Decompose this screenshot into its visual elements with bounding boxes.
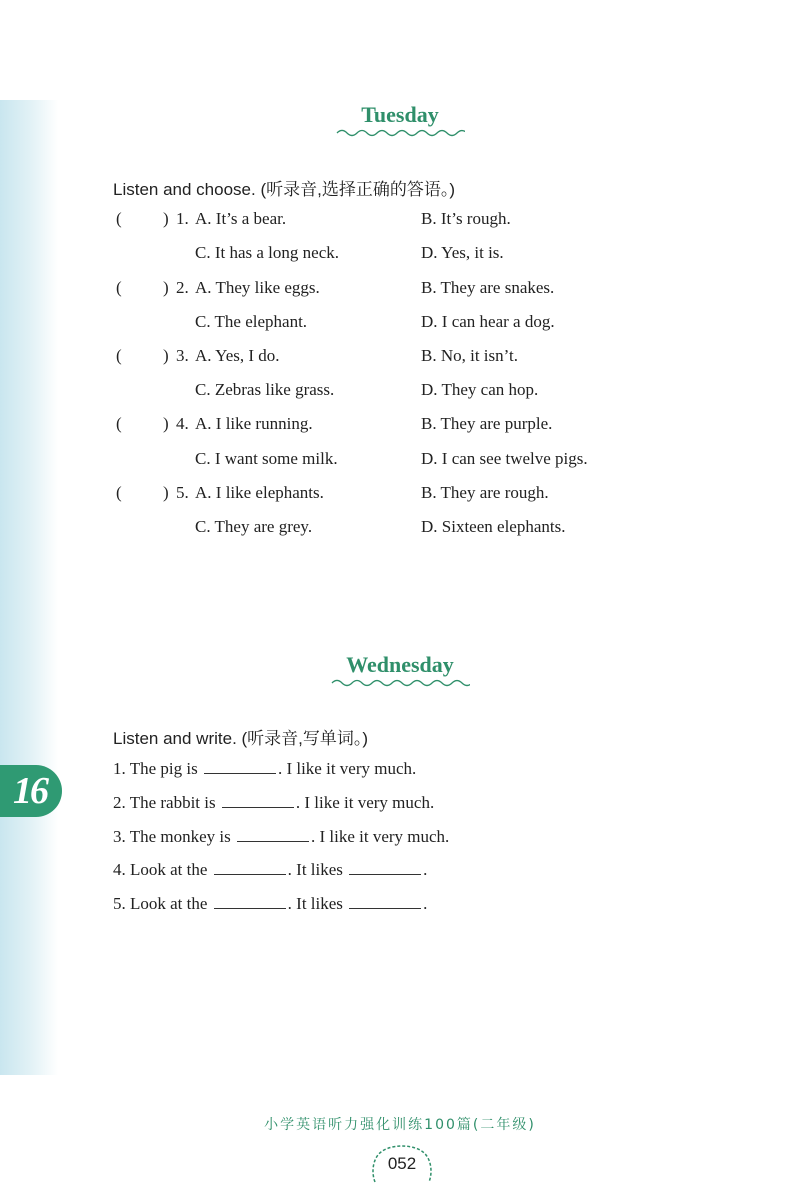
question-row bbox=[0, 483, 800, 517]
wednesday-title: Wednesday bbox=[346, 652, 454, 677]
question-row bbox=[0, 278, 800, 312]
question-row bbox=[0, 209, 800, 243]
tuesday-heading bbox=[0, 102, 800, 138]
unit-number: 16 bbox=[13, 770, 47, 812]
write-item-prefix: 1. The pig is bbox=[113, 759, 198, 778]
write-item-suffix: . bbox=[423, 894, 428, 913]
answer-paren-open: ( bbox=[116, 209, 122, 228]
write-item-suffix: . I like it very much. bbox=[277, 759, 417, 778]
answer-blank[interactable] bbox=[222, 793, 294, 808]
write-item bbox=[113, 759, 416, 779]
answer-blank[interactable] bbox=[237, 827, 309, 842]
write-item-middle: . It likes bbox=[287, 860, 343, 879]
answer-blank[interactable] bbox=[204, 759, 276, 774]
tuesday-title: Tuesday bbox=[361, 102, 439, 127]
write-item-prefix: 4. Look at the bbox=[113, 860, 208, 879]
answer-blank[interactable] bbox=[349, 860, 421, 875]
question-number: 1. bbox=[176, 209, 189, 228]
option-d: D. I can see twelve pigs. bbox=[421, 449, 588, 468]
answer-paren-open: ( bbox=[116, 346, 122, 365]
wednesday-instruction: Listen and write. (听录音,写单词。) bbox=[113, 729, 369, 748]
question-row bbox=[0, 449, 800, 483]
answer-paren-close: ) bbox=[163, 209, 169, 228]
option-a: A. It’s a bear. bbox=[195, 209, 287, 228]
question-number: 3. bbox=[176, 346, 189, 365]
write-item bbox=[113, 860, 427, 880]
option-a: A. I like running. bbox=[195, 414, 313, 433]
write-item bbox=[113, 894, 427, 914]
option-c: C. The elephant. bbox=[195, 312, 308, 331]
answer-paren-close: ) bbox=[163, 414, 169, 433]
tuesday-instruction: Listen and choose. (听录音,选择正确的答语。) bbox=[113, 180, 455, 199]
question-row bbox=[0, 243, 800, 277]
write-item-prefix: 3. The monkey is bbox=[113, 827, 231, 846]
option-b: B. They are snakes. bbox=[421, 278, 555, 297]
option-d: D. They can hop. bbox=[421, 380, 539, 399]
option-b: B. They are rough. bbox=[421, 483, 549, 502]
option-d: D. Sixteen elephants. bbox=[421, 517, 566, 536]
answer-blank[interactable] bbox=[214, 894, 286, 909]
question-row bbox=[0, 380, 800, 414]
option-c: C. They are grey. bbox=[195, 517, 313, 536]
wave-underline-icon bbox=[335, 128, 465, 138]
option-d: D. Yes, it is. bbox=[421, 243, 504, 262]
option-c: C. Zebras like grass. bbox=[195, 380, 335, 399]
write-item-middle: . It likes bbox=[287, 894, 343, 913]
option-b: B. They are purple. bbox=[421, 414, 553, 433]
page-number-badge bbox=[367, 1144, 437, 1184]
option-b: B. No, it isn’t. bbox=[421, 346, 518, 365]
option-c: C. I want some milk. bbox=[195, 449, 338, 468]
page-number: 052 bbox=[387, 1154, 417, 1173]
wednesday-heading bbox=[0, 652, 800, 688]
question-row bbox=[0, 414, 800, 448]
answer-paren-close: ) bbox=[163, 346, 169, 365]
question-number: 4. bbox=[176, 414, 189, 433]
write-item-suffix: . I like it very much. bbox=[310, 827, 450, 846]
question-number: 2. bbox=[176, 278, 189, 297]
option-a: A. I like elephants. bbox=[195, 483, 324, 502]
answer-paren-open: ( bbox=[116, 414, 122, 433]
write-item-suffix: . I like it very much. bbox=[295, 793, 435, 812]
book-title-footer: 小学英语听力强化训练100篇(二年级) bbox=[264, 1117, 536, 1133]
wave-underline-icon bbox=[330, 678, 470, 688]
write-item-prefix: 2. The rabbit is bbox=[113, 793, 216, 812]
option-a: A. Yes, I do. bbox=[195, 346, 280, 365]
answer-paren-open: ( bbox=[116, 483, 122, 502]
question-row bbox=[0, 312, 800, 346]
unit-number-tab bbox=[0, 765, 62, 817]
write-item bbox=[113, 793, 434, 813]
option-b: B. It’s rough. bbox=[421, 209, 511, 228]
answer-paren-close: ) bbox=[163, 278, 169, 297]
write-item bbox=[113, 827, 449, 847]
answer-blank[interactable] bbox=[214, 860, 286, 875]
write-item-prefix: 5. Look at the bbox=[113, 894, 208, 913]
answer-blank[interactable] bbox=[349, 894, 421, 909]
option-d: D. I can hear a dog. bbox=[421, 312, 555, 331]
write-item-suffix: . bbox=[423, 860, 428, 879]
question-row bbox=[0, 517, 800, 551]
question-number: 5. bbox=[176, 483, 189, 502]
option-a: A. They like eggs. bbox=[195, 278, 320, 297]
question-row bbox=[0, 346, 800, 380]
answer-paren-open: ( bbox=[116, 278, 122, 297]
option-c: C. It has a long neck. bbox=[195, 243, 339, 262]
answer-paren-close: ) bbox=[163, 483, 169, 502]
